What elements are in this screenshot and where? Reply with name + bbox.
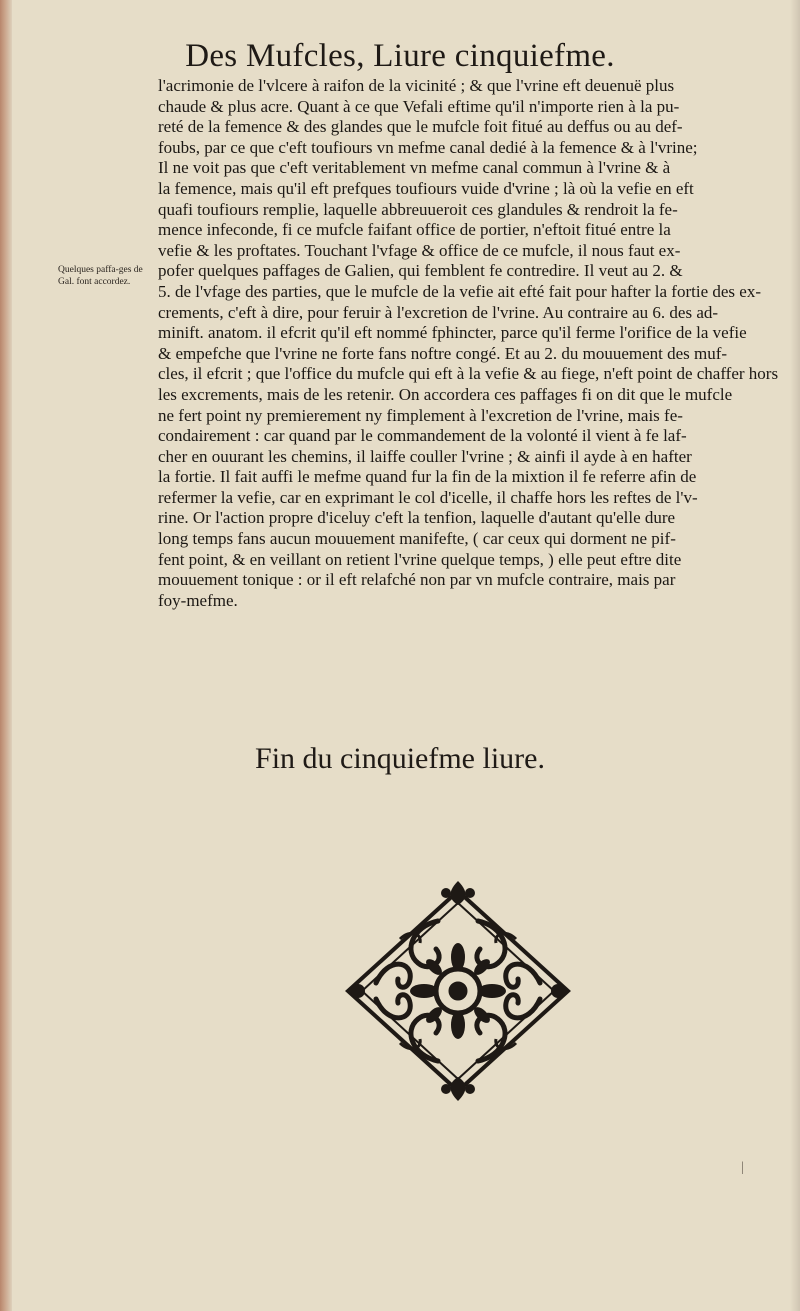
text-line: & empefche que l'vrine ne forte fans noftre congé. Et au 2. du mouuement des muf-	[158, 343, 728, 363]
text-line: ne fert point ny premierement ny fimplement à l'excretion de l'vrine, mais fe-	[158, 405, 683, 425]
text-line: Il ne voit pas que c'eft veritablement vn mefme canal commun à l'vrine & à	[158, 158, 671, 178]
text-line: refermer la vefie, car en exprimant le col d'icelle, il chaffe hors les reftes de l'v-	[158, 487, 698, 507]
text-line: mence infeconde, fi ce mufcle faifant office de portier, n'eftoit fitué entre la	[158, 220, 671, 240]
text-line: rine. Or l'action propre d'iceluy c'eft la tenfion, laquelle d'autant qu'elle dure	[158, 508, 676, 528]
text-line: long temps fans aucun mouuement manifefte, ( car ceux qui dorment ne pif-	[158, 529, 676, 549]
floral-tailpiece-icon	[336, 880, 580, 1102]
text-line: cher en ouurant les chemins, il laiffe couller l'vrine ; & ainfi il ayde à en hafter	[158, 446, 692, 466]
page-edge-shadow	[790, 0, 800, 1311]
text-line: la fortie. Il fait auffi le mefme quand fur la fin de la mixtion il fe referre afin de	[158, 467, 697, 487]
text-line: foy-mefme.	[158, 590, 238, 610]
text-line: chaude & plus acre. Quant à ce que Vefali eftime qu'il n'importe rien à la pu-	[158, 96, 680, 116]
text-line: reté de la femence & des glandes que le mufcle foit fitué au deffus ou au def-	[158, 117, 683, 137]
text-line: vefie & les proftates. Touchant l'vfage & office de ce mufcle, il nous faut ex-	[158, 240, 681, 260]
text-line: les excrements, mais de les retenir. On accordera ces paffages fi on dit que le mufcle	[158, 384, 733, 404]
text-line: cles, il efcrit ; que l'office du mufcle qui eft à la vefie & au fiege, n'eft point de chaffer hors	[158, 364, 779, 384]
text-line: fent point, & en veillant on retient l'vrine quelque temps, ) elle peut eftre dite	[158, 549, 682, 569]
text-line: crements, c'eft à dire, pour feruir à l'excretion de l'vrine. Au contraire au 6. des ad-	[158, 302, 719, 322]
margin-note: Quelques paffa-ges de Gal. font accordez.	[58, 265, 143, 287]
text-line: quafi toufiours remplie, laquelle abbreuueroit ces glandules & rendroit la fe-	[158, 199, 678, 219]
text-line: mouuement tonique : or il eft relafché non par vn mufcle contraire, mais par	[158, 570, 676, 590]
text-line: 5. de l'vfage des parties, que le mufcle de la vefie ait efté fait pour hafter la fortie des ex-	[158, 281, 761, 301]
text-line: pofer quelques paffages de Galien, qui femblent fe contredire. Il veut au 2. &	[158, 261, 683, 281]
text-line: la femence, mais qu'il eft prefques toufiours vuide d'vrine ; là où la vefie en eft	[158, 178, 694, 198]
pencil-mark: |	[741, 1160, 744, 1175]
text-line: minift. anatom. il efcrit qu'il eft nommé fphincter, parce qu'il ferme l'orifice de la vefie	[158, 323, 747, 343]
running-head: Des Mufcles, Liure cinquiefme.	[185, 38, 615, 74]
page-spine-edge	[0, 0, 12, 1311]
text-line: foubs, par ce que c'eft toufiours vn mefme canal dedié à la femence & à l'vrine;	[158, 137, 698, 157]
text-line: condairement : car quand par le commandement de la volonté il vient à fe laf-	[158, 426, 687, 446]
text-line: l'acrimonie de l'vlcere à raifon de la vicinité ; & que l'vrine eft deuenuë plus	[158, 76, 675, 95]
end-title: Fin du cinquiefme liure.	[255, 742, 545, 775]
body-text	[158, 76, 786, 611]
